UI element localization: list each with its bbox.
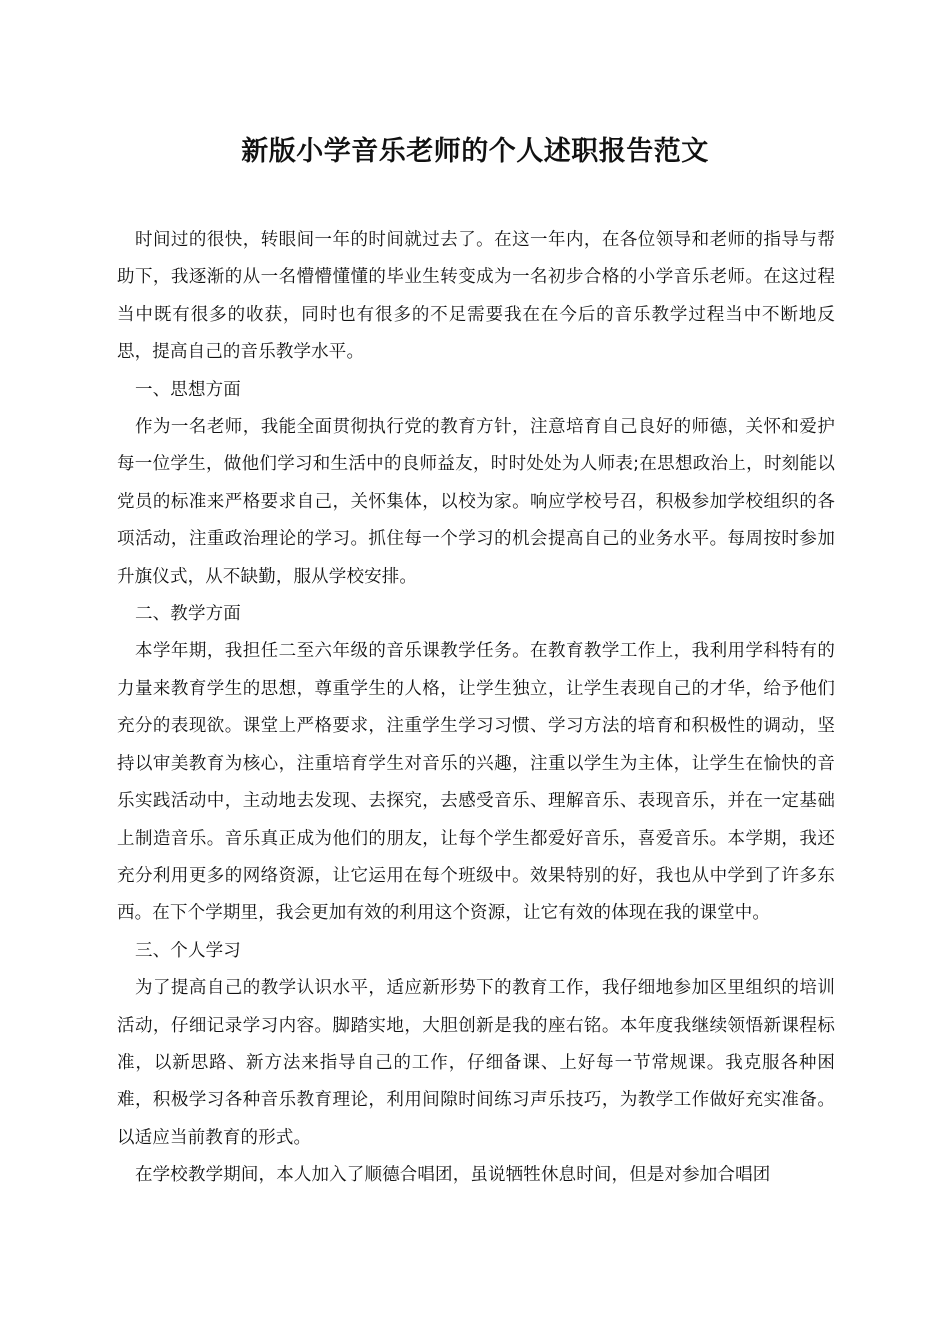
intro-paragraph: 时间过的很快，转眼间一年的时间就过去了。在这一年内，在各位领导和老师的指导与帮助下，我逐渐的从一名懵懵懂懂的毕业生转变成为一名初步合格的小学音乐老师。在这过程当中既有很多的收获，同时也有很多的不足需要我在在今后的音乐教学过程当中不断地反思，提高自己的音乐教学水平。 [117, 230, 835, 363]
study-paragraph: 为了提高自己的教学认识水平，适应新形势下的教育工作，我仔细地参加区里组织的培训活动，仔细记录学习内容。脚踏实地，大胆创新是我的座右铭。本年度我继续领悟新课程标准，以新思路、新方法来指导自己的工作，仔细备课、上好每一节常规课。我克服各种困难，积极学习各种音乐教育理论，利用间隙时间练习声乐技巧，为教学工作做好充实准备。以适应当前教育的形式。 [117, 978, 835, 1148]
document-title: 新版小学音乐老师的个人述职报告范文 [241, 136, 709, 167]
section-heading-thought: 一、思想方面 [135, 379, 241, 400]
teaching-paragraph: 本学年期，我担任二至六年级的音乐课教学任务。在教育教学工作上，我利用学科特有的力量来教育学生的思想，尊重学生的人格，让学生独立，让学生表现自己的才华，给予他们充分的表现欲。课堂上严格要求，注重学生学习习惯、学习方法的培育和积极性的调动，坚持以审美教育为核心，注重培育学生对音乐的兴趣，注重以学生为主体，让学生在愉快的音乐实践活动中，主动地去发现、去探究，去感受音乐、理解音乐、表现音乐，并在一定基础上制造音乐。音乐真正成为他们的朋友，让每个学生都爱好音乐，喜爱音乐。本学期，我还充分利用更多的网络资源，让它运用在每个班级中。效果特别的好，我也从中学到了许多东西。在下个学期里，我会更加有效的利用这个资源，让它有效的体现在我的课堂中。 [117, 641, 835, 924]
document-body [117, 222, 835, 1195]
thought-paragraph: 作为一名老师，我能全面贯彻执行党的教育方针，注意培育自己良好的师德，关怀和爱护每一位学生，做他们学习和生活中的良师益友，时时处处为人师表;在思想政治上，时刻能以党员的标准来严格要求自己，关怀集体，以校为家。响应学校号召，积极参加学校组织的各项活动，注重政治理论的学习。抓住每一个学习的机会提高自己的业务水平。每周按时参加升旗仪式，从不缺勤，服从学校安排。 [117, 417, 835, 587]
choir-paragraph: 在学校教学期间，本人加入了顺德合唱团，虽说牺牲休息时间，但是对参加合唱团 [135, 1165, 771, 1186]
section-heading-study: 三、个人学习 [135, 940, 241, 961]
section-heading-teaching: 二、教学方面 [135, 604, 241, 625]
